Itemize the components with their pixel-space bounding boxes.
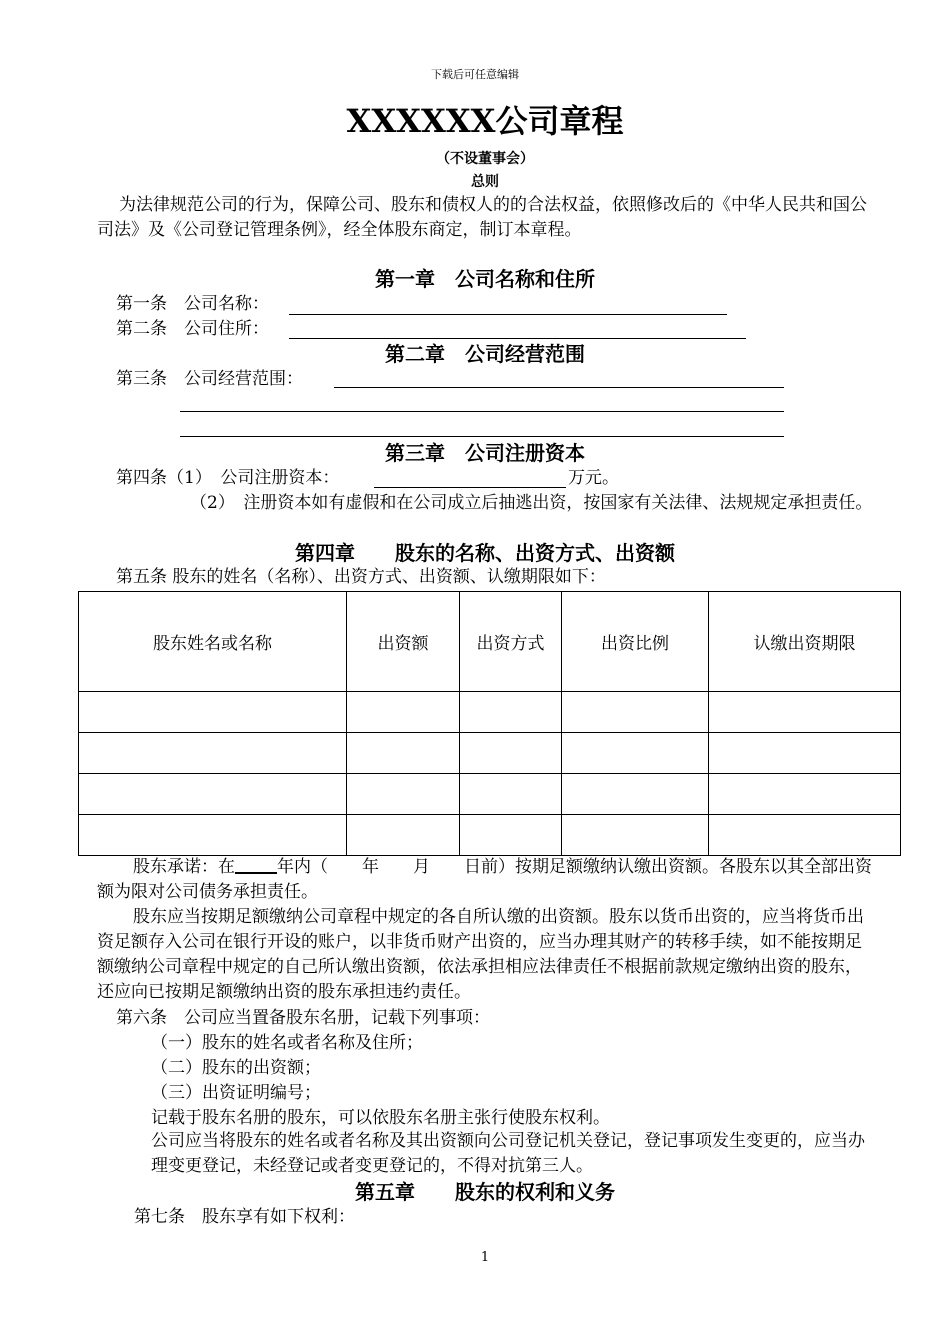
- table-row: [79, 733, 901, 774]
- article-4-clause-2: （2） 注册资本如有虚假和在公司成立后抽逃出资，按国家有关法律、法规规定承担责任。: [190, 493, 873, 513]
- col-contribution-ratio: 出资比例: [562, 592, 709, 692]
- chapter-5-heading: 第五章 股东的权利和义务: [355, 1180, 615, 1204]
- table-cell[interactable]: [79, 733, 347, 774]
- table-cell[interactable]: [347, 815, 460, 856]
- company-name-blank[interactable]: [289, 314, 727, 315]
- contribution-obligation-text: 股东应当按期足额缴纳公司章程中规定的各自所认缴的出资额。股东以货币出资的，应当将货币出资足额存入公司在银行开设的账户，以非货币财产出资的，应当办理其财产的转移手续，如不能按期足额缴纳公司章程中规定的自己所认缴出资额，依法承担相应法律责任不根据前款规定缴纳出资的股东，还应向已按期足额缴纳出资的股东承担违约责任。: [97, 907, 864, 1002]
- table-row: [79, 815, 901, 856]
- promise-lead: 股东承诺：在: [133, 857, 235, 877]
- business-scope-blank-2[interactable]: [180, 411, 784, 412]
- article-7-label: 第七条 股东享有如下权利：: [134, 1207, 355, 1227]
- table-cell[interactable]: [460, 815, 562, 856]
- general-heading: 总则: [471, 174, 499, 190]
- company-address-blank[interactable]: [289, 338, 746, 339]
- table-cell[interactable]: [709, 692, 901, 733]
- table-cell[interactable]: [347, 774, 460, 815]
- table-cell[interactable]: [709, 774, 901, 815]
- article-2-label: 第二条 公司住所：: [116, 319, 269, 339]
- table-cell[interactable]: [562, 774, 709, 815]
- table-cell[interactable]: [460, 733, 562, 774]
- table-cell[interactable]: [460, 692, 562, 733]
- registration-change-text: 公司应当将股东的姓名或者名称及其出资额向公司登记机关登记，登记事项发生变更的，应当办理变更登记，未经登记或者变更登记的，不得对抗第三人。: [151, 1131, 865, 1176]
- chapter-1-heading: 第一章 公司名称和住所: [375, 267, 595, 291]
- col-shareholder-name: 股东姓名或名称: [79, 592, 347, 692]
- shareholder-promise: [97, 855, 875, 905]
- table-cell[interactable]: [347, 733, 460, 774]
- document-title: XXXXXX公司章程: [346, 102, 624, 140]
- chapter-4-heading: 第四章 股东的名称、出资方式、出资额: [295, 541, 675, 565]
- business-scope-blank-3[interactable]: [180, 436, 784, 437]
- register-rights-text: 记载于股东名册的股东，可以依股东名册主张行使股东权利。: [151, 1108, 610, 1128]
- page-header-note: 下载后可任意编辑: [431, 68, 519, 81]
- general-text: 为法律规范公司的行为，保障公司、股东和债权人的的合法权益，依照修改后的《中华人民共和国公司法》及《公司登记管理条例》，经全体股东商定，制订本章程。: [97, 195, 867, 240]
- registered-capital-unit: 万元。: [568, 468, 619, 488]
- col-subscription-deadline: 认缴出资期限: [709, 592, 901, 692]
- page-number: 1: [480, 1250, 490, 1265]
- shareholder-table: [78, 591, 901, 856]
- table-cell[interactable]: [562, 733, 709, 774]
- registered-capital-blank[interactable]: [374, 487, 566, 488]
- col-contribution-method: 出资方式: [460, 592, 562, 692]
- article-4-label: 第四条（1） 公司注册资本：: [116, 468, 340, 488]
- table-row: [79, 692, 901, 733]
- table-cell[interactable]: [79, 815, 347, 856]
- article-3-label: 第三条 公司经营范围：: [116, 369, 303, 389]
- table-cell[interactable]: [709, 815, 901, 856]
- register-item-3: （三）出资证明编号；: [151, 1083, 321, 1103]
- chapter-3-heading: 第三章 公司注册资本: [385, 441, 585, 465]
- business-scope-blank-1[interactable]: [334, 387, 784, 388]
- promise-years-blank[interactable]: [235, 855, 277, 874]
- table-cell[interactable]: [347, 692, 460, 733]
- chapter-2-heading: 第二章 公司经营范围: [385, 342, 585, 366]
- table-cell[interactable]: [79, 774, 347, 815]
- table-cell[interactable]: [79, 692, 347, 733]
- promise-rest: 年内（ 年 月 日前）按期足额缴纳认缴出资额。各股东以其全部出资额为限对公司债务承担责任。: [97, 857, 872, 902]
- article-1-label: 第一条 公司名称：: [116, 294, 269, 314]
- register-item-2: （二）股东的出资额；: [151, 1058, 321, 1078]
- register-item-1: （一）股东的姓名或者名称及住所；: [151, 1033, 423, 1053]
- article-5-label: 第五条 股东的姓名（名称）、出资方式、出资额、认缴期限如下：: [116, 567, 606, 587]
- table-cell[interactable]: [562, 692, 709, 733]
- table-cell[interactable]: [562, 815, 709, 856]
- shareholder-table-header-row: [79, 592, 901, 692]
- document-subtitle: （不设董事会）: [436, 151, 534, 167]
- article-6-label: 第六条 公司应当置备股东名册，记载下列事项：: [116, 1008, 490, 1028]
- table-cell[interactable]: [460, 774, 562, 815]
- table-cell[interactable]: [709, 733, 901, 774]
- table-row: [79, 774, 901, 815]
- col-contribution-amount: 出资额: [347, 592, 460, 692]
